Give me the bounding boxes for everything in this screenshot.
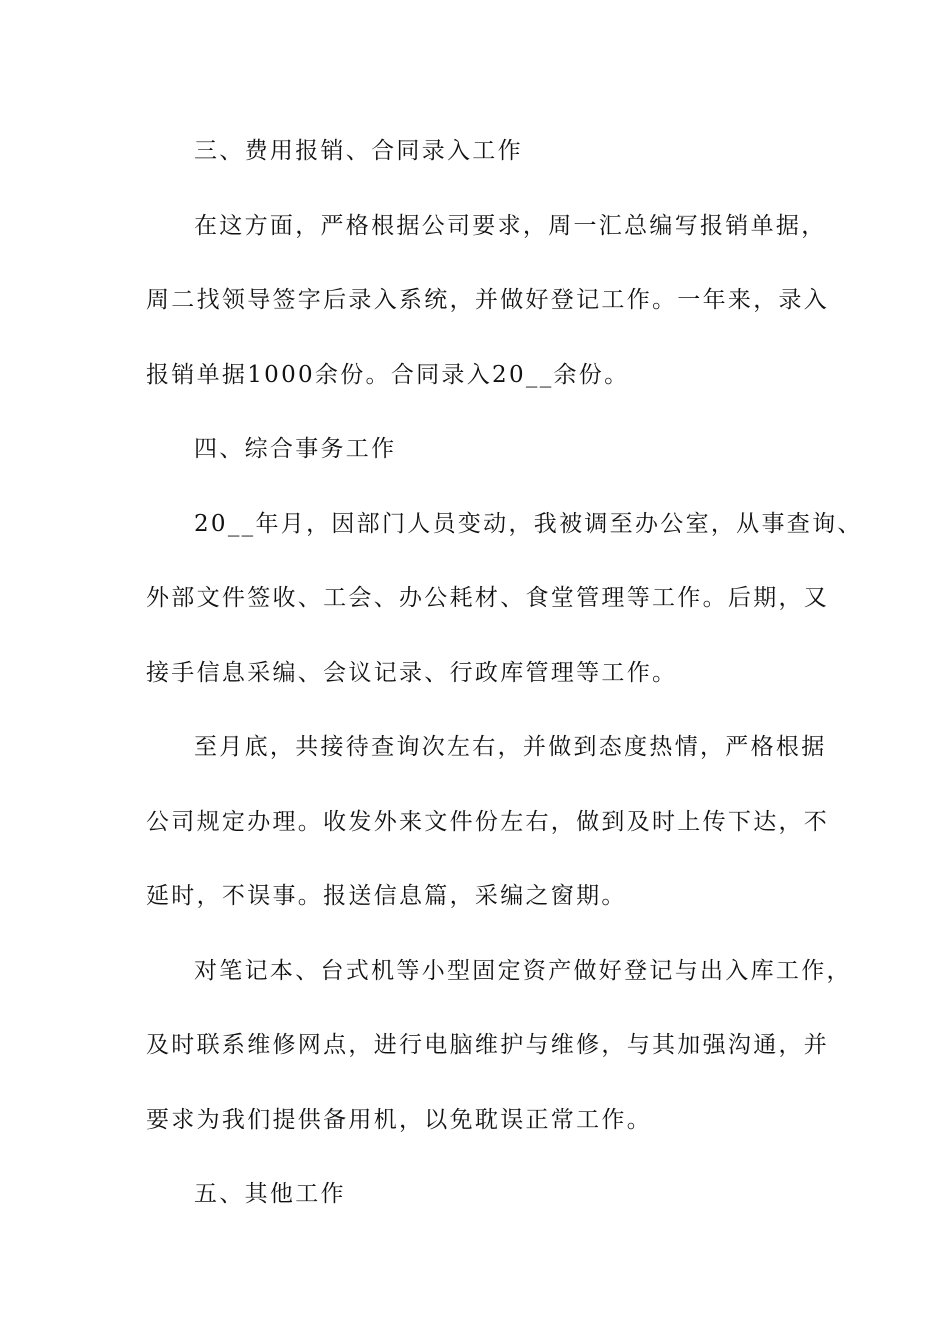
section-heading-4: 四、综合事务工作 [194,436,397,462]
text-line: 报销单据1000余份。合同录入20__余份。 [146,361,630,388]
text-line: 要求为我们提供备用机，以免耽误正常工作。 [146,1106,652,1133]
text-line: 对笔记本、台式机等小型固定资产做好登记与出入库工作， [194,957,852,984]
text-line: 周二找领导签字后录入系统，并做好登记工作。一年来，录入 [146,287,830,313]
section-heading-5: 五、其他工作 [194,1181,346,1207]
text-line: 公司规定办理。收发外来文件份左右，做到及时上传下达，不 [146,808,830,835]
text-line: 20__年月，因部门人员变动，我被调至办公室，从事查询、 [194,510,863,537]
section-heading-3: 三、费用报销、合同录入工作 [194,138,523,164]
text-line: 外部文件签收、工会、办公耗材、食堂管理等工作。后期，又 [146,585,830,611]
text-line: 接手信息采编、会议记录、行政库管理等工作。 [146,659,678,686]
document-body [146,114,863,1232]
text-line: 延时，不误事。报送信息篇，采编之窗期。 [146,883,627,909]
text-line: 在这方面，严格根据公司要求，周一汇总编写报销单据， [194,212,827,239]
text-line: 及时联系维修网点，进行电脑维护与维修，与其加强沟通，并 [146,1032,830,1058]
text-line: 至月底，共接待查询次左右，并做到态度热情，严格根据 [194,734,827,760]
